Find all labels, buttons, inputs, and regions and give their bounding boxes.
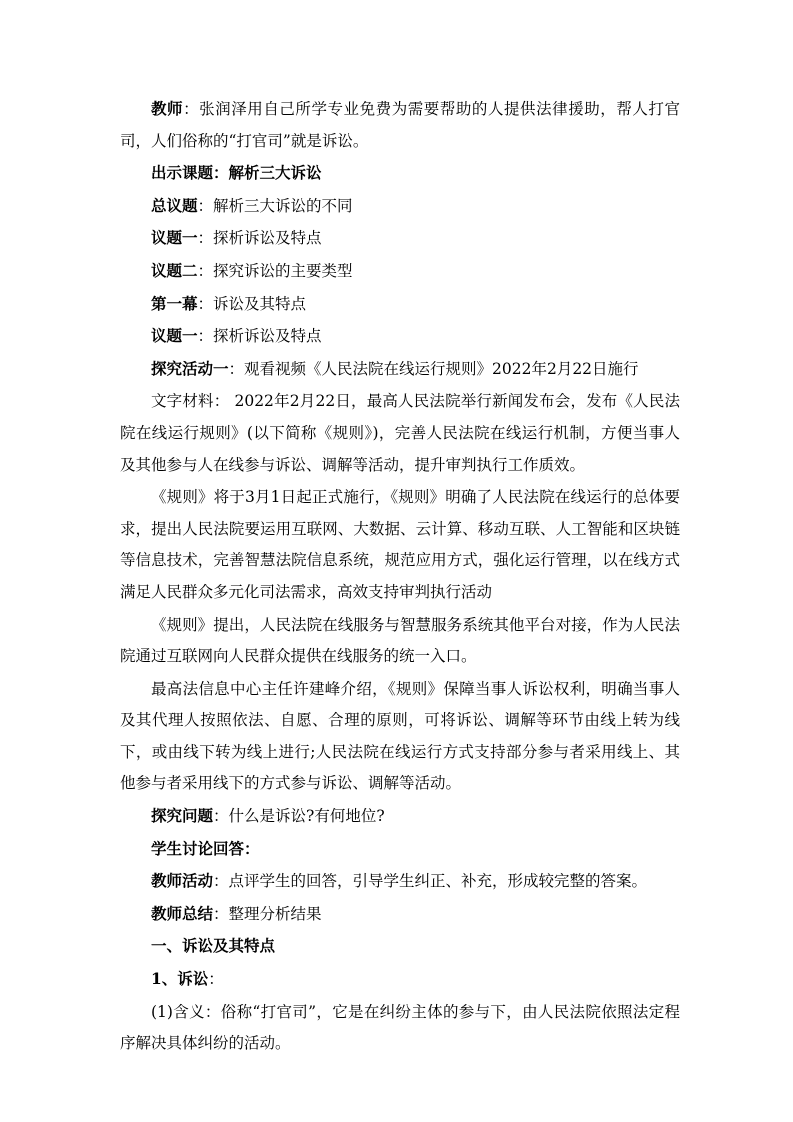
paragraph <box>120 481 680 608</box>
paragraph <box>120 222 680 255</box>
paragraph <box>120 833 680 866</box>
paragraph-text: ：点评学生的回答，引导学生纠正、补充，形成较完整的答案。 <box>213 872 648 891</box>
paragraph-label: 1、诉讼 <box>151 969 209 989</box>
paragraph-text: ：探析诉讼及特点 <box>197 327 322 346</box>
paragraph-text: ：观看视频《人民法院在线运行规则》2022年2月22日施行 <box>228 359 639 378</box>
paragraph <box>120 288 680 321</box>
paragraph-text: ： <box>208 970 224 989</box>
paragraph-text: 《规则》将于3月1日起正式施行，《规则》明确了人民法院在线运行的总体要求，提出人民法院要运用互联网、大数据、云计算、移动互联、人工智能和区块链等信息技术，完善智慧法院信息系统，规范应用方式，强化运行管理，以在线方式满足人民群众多元化司法需求，高效支持审判执行活动 <box>120 488 680 601</box>
paragraph-text: ：探究诉讼的主要类型 <box>197 261 353 280</box>
paragraph-text: 文字材料： 2022年2月22日，最高人民法院举行新闻发布会，发布《人民法院在线运行规则》(以下简称《规则》)，完善人民法院在线运行机制，方便当事人及其他参与人在线参与诉讼、调解等活动，提升审判执行工作质效。 <box>120 392 680 474</box>
paragraph-label: 探究问题 <box>151 806 214 826</box>
paragraph <box>120 320 680 353</box>
paragraph-text: ：什么是诉讼?有何地位? <box>213 807 385 826</box>
paragraph <box>120 898 680 931</box>
paragraph-label: 教师 <box>151 99 184 118</box>
paragraph-text: 《规则》提出，人民法院在线服务与智慧服务系统其他平台对接，作为人民法院通过互联网向人民群众提供在线服务的统一入口。 <box>120 615 680 666</box>
paragraph-text: (1)含义：俗称“打官司”，它是在纠纷主体的参与下，由人民法院依照法定程序解决具体纠纷的活动。 <box>120 1002 680 1053</box>
paragraph <box>120 385 680 481</box>
paragraph-label: 议题一 <box>151 228 198 248</box>
paragraph <box>120 157 680 190</box>
paragraph-label: 学生讨论回答： <box>151 838 260 858</box>
paragraph-label: 第一幕 <box>151 293 198 313</box>
paragraph <box>120 930 680 963</box>
paragraph <box>120 609 680 673</box>
paragraph <box>120 673 680 800</box>
paragraph-text: ：探析诉讼及特点 <box>197 229 322 248</box>
paragraph <box>120 353 680 386</box>
paragraph <box>120 865 680 898</box>
paragraph-label: 议题一 <box>151 326 198 346</box>
paragraph <box>120 190 680 223</box>
paragraph <box>120 800 680 833</box>
paragraph-label: 出示课题：解析三大诉讼 <box>151 163 322 183</box>
document-body <box>120 93 680 1060</box>
paragraph-label: 议题二 <box>151 260 198 280</box>
paragraph-text: ：整理分析结果 <box>213 904 322 923</box>
paragraph-text: ：解析三大诉讼的不同 <box>197 196 353 215</box>
paragraph-label: 一、诉讼及其特点 <box>151 936 276 956</box>
paragraph <box>120 93 680 157</box>
paragraph-label: 教师活动 <box>151 871 214 891</box>
paragraph-text: ：诉讼及其特点 <box>197 294 307 313</box>
paragraph <box>120 996 680 1060</box>
paragraph-text: 最高法信息中心主任许建峰介绍，《规则》保障当事人诉讼权利，明确当事人及其代理人按照依法、自愿、合理的原则，可将诉讼、调解等环节由线上转为线下，或由线下转为线上进行;人民法院在线运行方式支持部分参与者采用线上、其他参与者采用线下的方式参与诉讼、调解等活动。 <box>120 679 680 793</box>
paragraph-label: 总议题 <box>151 195 198 215</box>
paragraph-text: ：张润泽用自己所学专业免费为需要帮助的人提供法律援助，帮人打官司，人们俗称的“打官司”就是诉讼。 <box>120 100 680 150</box>
paragraph-label: 教师总结 <box>151 903 214 923</box>
paragraph-label: 探究活动一 <box>151 358 229 378</box>
paragraph <box>120 963 680 996</box>
paragraph <box>120 255 680 288</box>
